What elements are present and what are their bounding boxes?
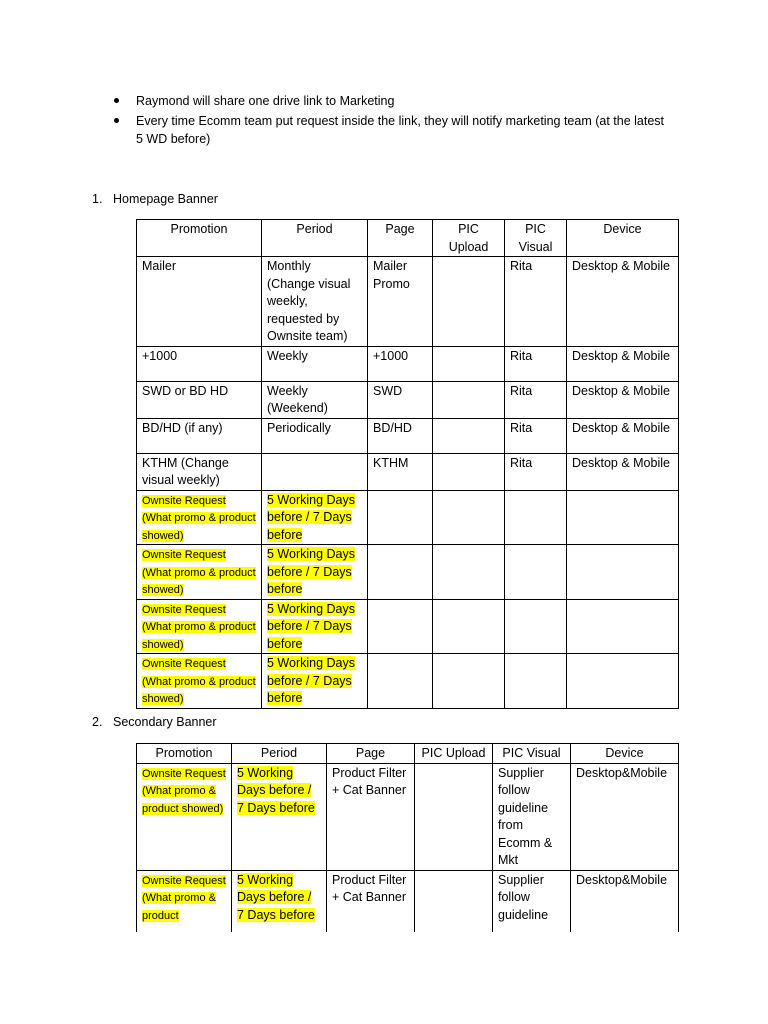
table-cell — [433, 599, 505, 654]
table-cell — [368, 453, 433, 490]
table-cell — [262, 654, 368, 709]
table-header-row — [137, 220, 679, 257]
table-cell — [415, 870, 493, 932]
cell-text: Rita — [510, 420, 533, 435]
bullet-text: Raymond will share one drive link to Marketing — [136, 94, 395, 108]
cell-text: Desktop & Mobile — [572, 420, 670, 435]
table-row — [137, 545, 679, 600]
table-cell — [415, 763, 493, 870]
table-cell — [567, 257, 679, 347]
column-header: PIC Upload — [415, 744, 493, 764]
cell-text: Desktop&Mobile — [576, 765, 668, 780]
table-row — [137, 870, 679, 932]
cell-text: Rita — [510, 455, 533, 470]
cell-text: Desktop&Mobile — [576, 872, 668, 887]
cell-text: KTHM (Change visual weekly) — [142, 455, 229, 487]
table-cell — [433, 381, 505, 418]
table-cell — [137, 257, 262, 347]
table-cell — [368, 418, 433, 453]
table-cell — [232, 763, 327, 870]
cell-text: Desktop & Mobile — [572, 348, 670, 363]
table-cell — [137, 763, 232, 870]
table-cell — [493, 763, 571, 870]
table-cell — [505, 490, 567, 545]
table-cell — [433, 490, 505, 545]
table-cell — [567, 599, 679, 654]
column-header: PIC Visual — [505, 220, 567, 257]
bullet-item — [110, 92, 670, 110]
table-cell — [505, 453, 567, 490]
table-row — [137, 381, 679, 418]
table-cell — [368, 381, 433, 418]
cell-text: Monthly (Change visual weekly, requested by Ownsite team) — [267, 259, 351, 343]
table-row — [137, 257, 679, 347]
cell-text: Supplier follow guideline from Ecomm & Mkt — [498, 765, 553, 867]
section-number: 2. — [92, 715, 103, 729]
bullet-text: Every time Ecomm team put request inside the link, they will notify marketing team (at the latest 5 WD before) — [136, 114, 664, 146]
table-cell — [368, 654, 433, 709]
table-cell — [571, 870, 679, 932]
table-cell — [262, 346, 368, 381]
table-cell — [567, 381, 679, 418]
cell-text: +1000 — [373, 348, 409, 363]
column-header: Device — [571, 744, 679, 764]
table-row — [137, 599, 679, 654]
table-cell — [262, 545, 368, 600]
table-cell — [567, 654, 679, 709]
cell-text: Ownsite Request (What promo & product showed) — [142, 658, 256, 705]
table-cell — [137, 490, 262, 545]
table-cell — [505, 346, 567, 381]
column-header: Period — [232, 744, 327, 764]
cell-text: 5 Working Days before / 7 Days before — [267, 492, 355, 542]
homepage-banner-table — [136, 219, 679, 709]
table-cell — [567, 346, 679, 381]
bullet-dot-icon — [114, 118, 119, 123]
table-cell — [567, 490, 679, 545]
table-row — [137, 490, 679, 545]
table-cell — [137, 381, 262, 418]
table-row — [137, 763, 679, 870]
table-cell — [137, 346, 262, 381]
table-cell — [433, 346, 505, 381]
table-cell — [327, 763, 415, 870]
cell-text: +1000 — [142, 348, 178, 363]
table-cell — [505, 545, 567, 600]
table-cell — [571, 763, 679, 870]
cell-text: Weekly — [267, 348, 308, 363]
cell-text: BD/HD — [373, 420, 412, 435]
cell-text: 5 Working Days before / 7 Days before — [267, 601, 355, 651]
table-cell — [433, 453, 505, 490]
cell-text: Ownsite Request (What promo & product showed) — [142, 767, 226, 815]
table-cell — [368, 545, 433, 600]
cell-text: Weekly (Weekend) — [267, 383, 328, 415]
table-row — [137, 453, 679, 490]
table-cell — [433, 545, 505, 600]
table-cell — [137, 545, 262, 600]
cell-text: 5 Working Days before / 7 Days before — [237, 872, 315, 922]
cell-text: Periodically — [267, 420, 331, 435]
cell-text: Ownsite Request (What promo & product showed) — [142, 549, 256, 596]
cell-text: Ownsite Request (What promo & product showed) — [142, 603, 256, 651]
section-heading-secondary-banner — [92, 713, 217, 731]
bullet-item — [110, 112, 670, 148]
cell-text: KTHM — [373, 455, 409, 470]
table-row — [137, 418, 679, 453]
cell-text: Rita — [510, 348, 533, 363]
cell-text: Supplier follow guideline — [498, 872, 549, 922]
cell-text: Product Filter + Cat Banner — [332, 765, 407, 797]
secondary-banner-table — [136, 743, 679, 932]
cell-text: Mailer — [142, 259, 177, 273]
table-cell — [262, 257, 368, 347]
cell-text: Ownsite Request (What promo & product showed) — [142, 494, 256, 542]
table-cell — [505, 257, 567, 347]
table-cell — [433, 257, 505, 347]
bullet-dot-icon — [114, 98, 119, 103]
table-cell — [137, 599, 262, 654]
table-cell — [433, 418, 505, 453]
column-header: PIC Visual — [493, 744, 571, 764]
column-header: PIC Upload — [433, 220, 505, 257]
table-cell — [567, 418, 679, 453]
cell-text: Desktop & Mobile — [572, 259, 670, 273]
table-cell — [262, 599, 368, 654]
cell-text: Mailer Promo — [373, 259, 410, 291]
cell-text: Desktop & Mobile — [572, 383, 670, 398]
column-header: Page — [368, 220, 433, 257]
cell-text: BD/HD (if any) — [142, 420, 223, 435]
table-cell — [262, 490, 368, 545]
section-number: 1. — [92, 192, 103, 206]
column-header: Period — [262, 220, 368, 257]
table-cell — [368, 490, 433, 545]
column-header: Promotion — [137, 744, 232, 764]
table-cell — [505, 418, 567, 453]
bullet-list — [110, 92, 670, 150]
table-cell — [505, 381, 567, 418]
section-title: Secondary Banner — [113, 715, 217, 729]
table-row — [137, 654, 679, 709]
cell-text: Rita — [510, 383, 533, 398]
cell-text: Rita — [510, 259, 533, 273]
table-cell — [368, 599, 433, 654]
cell-text: Ownsite Request (What promo & product — [142, 874, 226, 922]
cell-text: Desktop & Mobile — [572, 455, 670, 470]
table-cell — [137, 453, 262, 490]
cell-text: SWD — [373, 383, 403, 398]
table-cell — [262, 418, 368, 453]
table-cell — [262, 453, 368, 490]
column-header: Promotion — [137, 220, 262, 257]
table-row — [137, 346, 679, 381]
table-cell — [137, 870, 232, 932]
table-cell — [505, 599, 567, 654]
cell-text: 5 Working Days before / 7 Days before — [267, 547, 355, 596]
table-cell — [505, 654, 567, 709]
table-header-row — [137, 744, 679, 764]
table-cell — [137, 418, 262, 453]
table-cell — [433, 654, 505, 709]
table-cell — [493, 870, 571, 932]
table-cell — [567, 545, 679, 600]
table-cell — [567, 453, 679, 490]
section-title: Homepage Banner — [113, 192, 218, 206]
cell-text: Product Filter + Cat Banner — [332, 872, 407, 904]
table-cell — [368, 346, 433, 381]
cell-text: 5 Working Days before / 7 Days before — [267, 656, 355, 705]
column-header: Page — [327, 744, 415, 764]
table-cell — [137, 654, 262, 709]
cell-text: 5 Working Days before / 7 Days before — [237, 765, 315, 815]
section-heading-homepage-banner — [92, 190, 218, 208]
table-cell — [327, 870, 415, 932]
table-cell — [368, 257, 433, 347]
table-cell — [262, 381, 368, 418]
table-cell — [232, 870, 327, 932]
column-header: Device — [567, 220, 679, 257]
cell-text: SWD or BD HD — [142, 383, 229, 398]
